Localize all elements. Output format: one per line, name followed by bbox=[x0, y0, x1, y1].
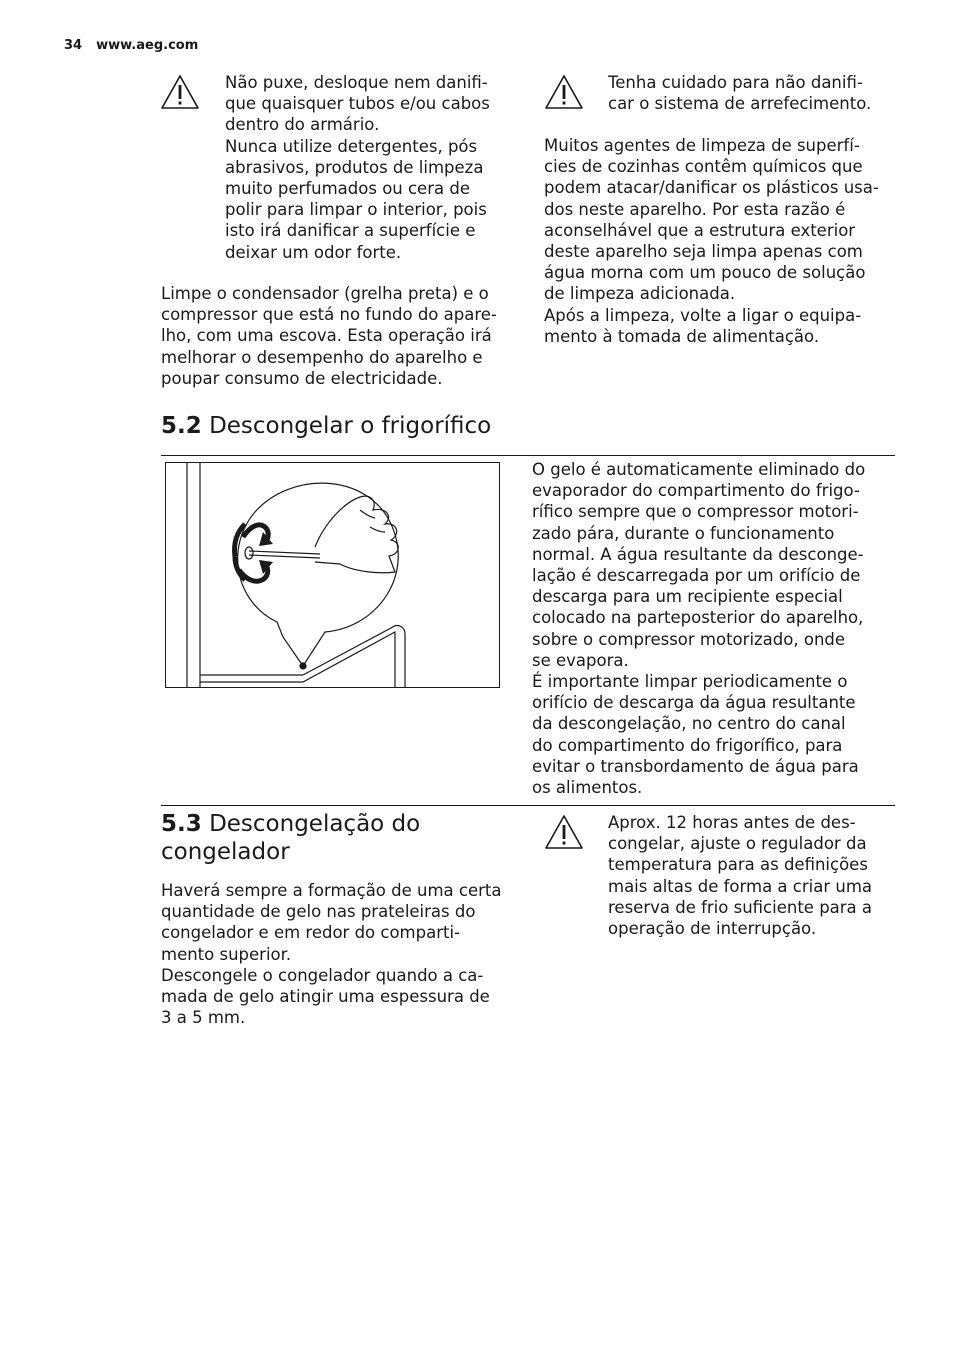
section-number: 5.2 bbox=[161, 413, 202, 439]
header-url: www.aeg.com bbox=[96, 38, 199, 53]
text-line: mento à tomada de alimentação. bbox=[544, 326, 820, 346]
text-line: evitar o transbordamento de água para bbox=[532, 756, 859, 776]
text-line: operação de interrupção. bbox=[608, 919, 817, 939]
text-line: reserva de frio suficiente para a bbox=[608, 897, 873, 917]
text-line: cies de cozinhas contêm químicos que bbox=[544, 157, 863, 177]
text-line: lho, com uma escova. Esta operação irá bbox=[161, 326, 492, 346]
text-line: quantidade de gelo nas prateleiras do bbox=[161, 902, 476, 922]
text-line: temperatura para as definições bbox=[608, 855, 868, 875]
text-line: água morna com um pouco de solução bbox=[544, 263, 866, 283]
text-line: aconselhável que a estrutura exterior bbox=[544, 220, 856, 240]
text-line: descarga para um recipiente especial bbox=[532, 587, 843, 607]
text-line: podem atacar/danificar os plásticos usa- bbox=[544, 178, 879, 198]
text-line: muito perfumados ou cera de bbox=[225, 179, 470, 199]
section-heading-5-2 bbox=[161, 412, 491, 440]
page-number: 34 bbox=[64, 38, 83, 53]
text-line: do compartimento do frigorífico, para bbox=[532, 735, 843, 755]
text-line: Haverá sempre a formação de uma certa bbox=[161, 881, 502, 900]
text-line: Não puxe, desloque nem danifi- bbox=[225, 73, 488, 92]
text-line: que quaisquer tubos e/ou cabos bbox=[225, 94, 490, 114]
text-line: O gelo é automaticamente eliminado do bbox=[532, 460, 866, 479]
text-line: colocado na parteposterior do aparelho, bbox=[532, 608, 864, 628]
text-line: Tenha cuidado para não danifi- bbox=[608, 73, 863, 92]
section-rule bbox=[161, 455, 895, 456]
warning-text-right bbox=[608, 72, 908, 114]
condenser-paragraph bbox=[161, 283, 526, 389]
text-line: car o sistema de arrefecimento. bbox=[608, 94, 872, 114]
text-line: Muitos agentes de limpeza de superfí- bbox=[544, 136, 860, 155]
text-line: 3 a 5 mm. bbox=[161, 1008, 246, 1028]
text-line: dentro do armário. bbox=[225, 115, 380, 135]
illustration-drawing bbox=[165, 462, 500, 688]
text-line: melhorar o desempenho do aparelho e bbox=[161, 347, 483, 367]
text-line: Descongele o congelador quando a ca- bbox=[161, 965, 484, 985]
text-line: normal. A água resultante da desconge- bbox=[532, 544, 864, 564]
text-line: rífico sempre que o compressor motori- bbox=[532, 502, 859, 522]
text-line: isto irá danificar a superfície e bbox=[225, 221, 476, 241]
section-title: congelador bbox=[161, 839, 290, 865]
warning-text-freezer bbox=[608, 812, 908, 939]
warning-triangle-icon bbox=[160, 74, 200, 110]
text-line: zado pára, durante o funcionamento bbox=[532, 523, 835, 543]
text-line: polir para limpar o interior, pois bbox=[225, 200, 487, 220]
text-line: evaporador do compartimento do frigo- bbox=[532, 481, 860, 501]
text-line: sobre o compressor motorizado, onde bbox=[532, 629, 846, 649]
text-line: deste aparelho seja limpa apenas com bbox=[544, 242, 863, 262]
text-line: lação é descarregada por um orifício de bbox=[532, 566, 861, 586]
text-line: dos neste aparelho. Por esta razão é bbox=[544, 199, 846, 219]
section-title: Descongelar o frigorífico bbox=[209, 413, 492, 439]
text-line: É importante limpar periodicamente o bbox=[532, 672, 848, 692]
text-line: da descongelação, no centro do canal bbox=[532, 714, 846, 734]
section-number: 5.3 bbox=[161, 811, 202, 837]
text-line: abrasivos, produtos de limpeza bbox=[225, 157, 484, 177]
text-line: Nunca utilize detergentes, pós bbox=[225, 136, 478, 156]
text-line: mais altas de forma a criar uma bbox=[608, 876, 872, 896]
text-line: Limpe o condensador (grelha preta) e o bbox=[161, 284, 489, 303]
cleaning-agents-paragraph bbox=[544, 135, 914, 347]
text-line: congelar, ajuste o regulador da bbox=[608, 834, 867, 854]
drain-hole-cleaning-illustration bbox=[165, 462, 500, 688]
fridge-defrost-paragraph bbox=[532, 459, 912, 798]
warning-text-left bbox=[225, 72, 525, 263]
text-line: de limpeza adicionada. bbox=[544, 284, 736, 304]
text-line: os alimentos. bbox=[532, 778, 643, 798]
text-line: deixar um odor forte. bbox=[225, 242, 402, 262]
freezer-defrost-paragraph bbox=[161, 880, 526, 1028]
text-line: compressor que está no fundo do apare- bbox=[161, 305, 497, 325]
section-rule bbox=[161, 805, 895, 806]
warning-triangle-icon bbox=[544, 74, 584, 110]
text-line: poupar consumo de electricidade. bbox=[161, 368, 443, 388]
section-title: Descongelação do bbox=[209, 811, 421, 837]
text-line: se evapora. bbox=[532, 650, 629, 670]
warning-triangle-icon bbox=[544, 814, 584, 850]
text-line: Após a limpeza, volte a ligar o equipa- bbox=[544, 305, 862, 325]
section-heading-5-3 bbox=[161, 810, 420, 866]
text-line: mada de gelo atingir uma espessura de bbox=[161, 987, 490, 1007]
text-line: Aprox. 12 horas antes de des- bbox=[608, 813, 856, 832]
text-line: orifício de descarga da água resultante bbox=[532, 693, 856, 713]
text-line: mento superior. bbox=[161, 944, 292, 964]
page-header bbox=[64, 38, 198, 53]
text-line: congelador e em redor do comparti- bbox=[161, 923, 461, 943]
